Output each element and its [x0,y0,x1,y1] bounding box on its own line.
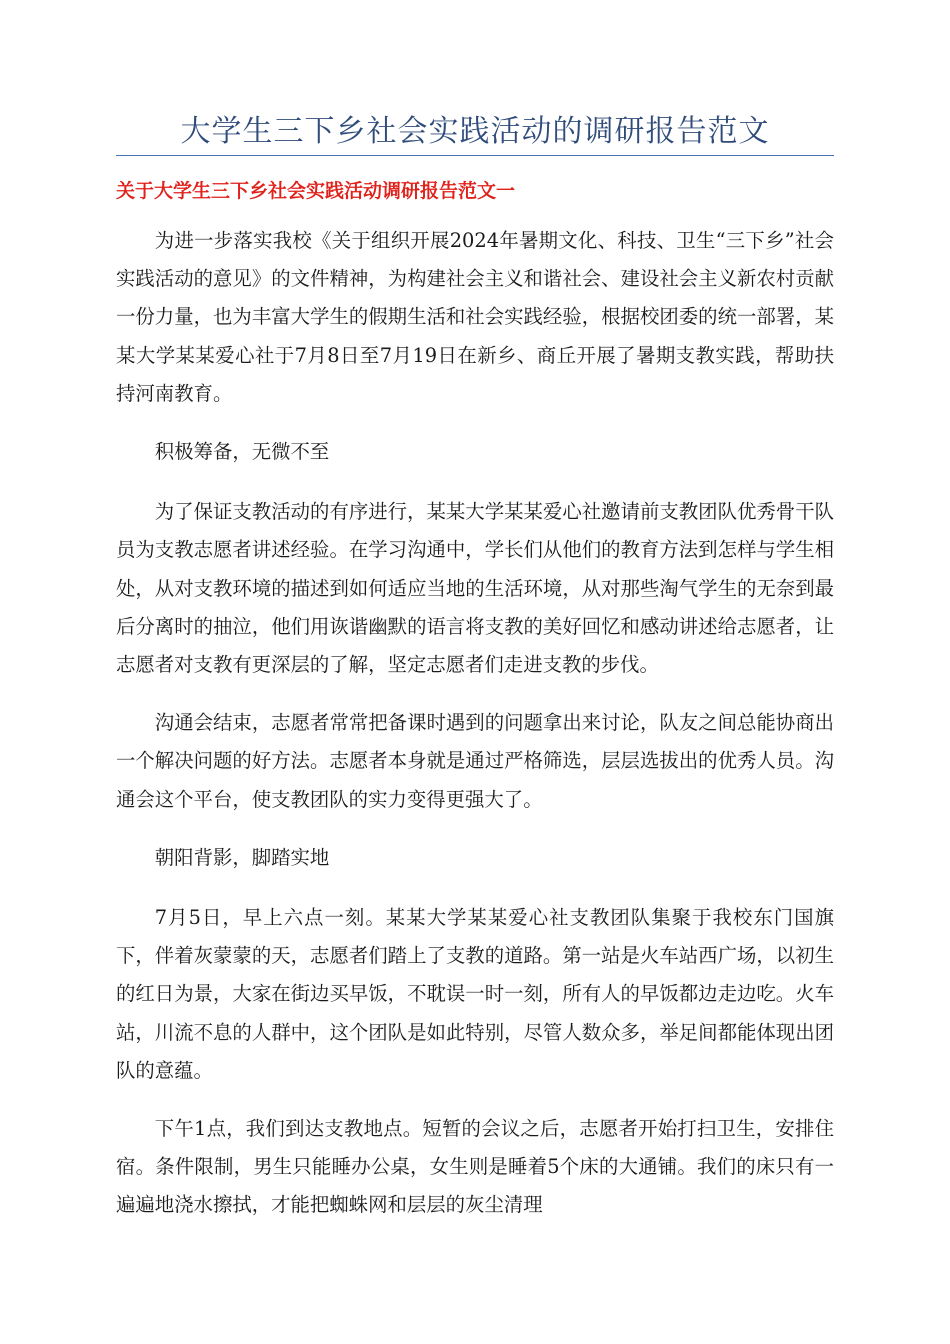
paragraph-intro: 为进一步落实我校《关于组织开展2024年暑期文化、科技、卫生“三下乡”社会实践活动的意见》的文件精神，为构建社会主义和谐社会、建设社会主义新农村贡献一份力量，也为丰富大学生的假期生活和社会实践经验，根据校团委的统一部署，某某大学某某爱心社于7月8日至7月19日在新乡、商丘开展了暑期支教实践，帮助扶持河南教育。 [116,229,834,405]
paragraph-preparation: 为了保证支教活动的有序进行，某某大学某某爱心社邀请前支教团队优秀骨干队员为支教志愿者讲述经验。在学习沟通中，学长们从他们的教育方法到怎样与学生相处，从对支教环境的描述到如何适应当地的生活环境，从对那些淘气学生的无奈到最后分离时的抽泣，他们用诙谐幽默的语言将支教的美好回忆和感动讲述给志愿者，让志愿者对支教有更深层的了解，坚定志愿者们走进支教的步伐。 [116,500,834,677]
subheading-departure: 朝阳背影，脚踏实地 [154,845,330,869]
subheading-preparation: 积极筹备，无微不至 [154,440,330,464]
paragraph-discussion: 沟通会结束，志愿者常常把备课时遇到的问题拿出来讨论，队友之间总能协商出一个解决问题的好方法。志愿者本身就是通过严格筛选，层层选拔出的优秀人员。沟通会这个平台，使支教团队的实力变得更强大了。 [116,711,834,811]
section-heading: 关于大学生三下乡社会实践活动调研报告范文一 [116,180,516,202]
paragraph-arrival: 下午1点，我们到达支教地点。短暂的会议之后，志愿者开始打扫卫生，安排住宿。条件限制，男生只能睡办公桌，女生则是睡着5个床的大通铺。我们的床只有一遍遍地浇水擦拭，才能把蜘蛛网和层层的灰尘清理 [116,1117,834,1217]
document-title: 大学生三下乡社会实践活动的调研报告范文 [180,114,770,149]
title-underline [116,155,834,156]
document-body [116,222,834,1245]
paragraph-departure: 7月5日，早上六点一刻。某某大学某某爱心社支教团队集聚于我校东门国旗下，伴着灰蒙蒙的天，志愿者们踏上了支教的道路。第一站是火车站西广场，以初生的红日为景，大家在街边买早饭，不耽误一时一刻，所有人的早饭都边走边吃。火车站，川流不息的人群中，这个团队是如此特别，尽管人数众多，举足间都能体现出团队的意蕴。 [116,906,834,1082]
